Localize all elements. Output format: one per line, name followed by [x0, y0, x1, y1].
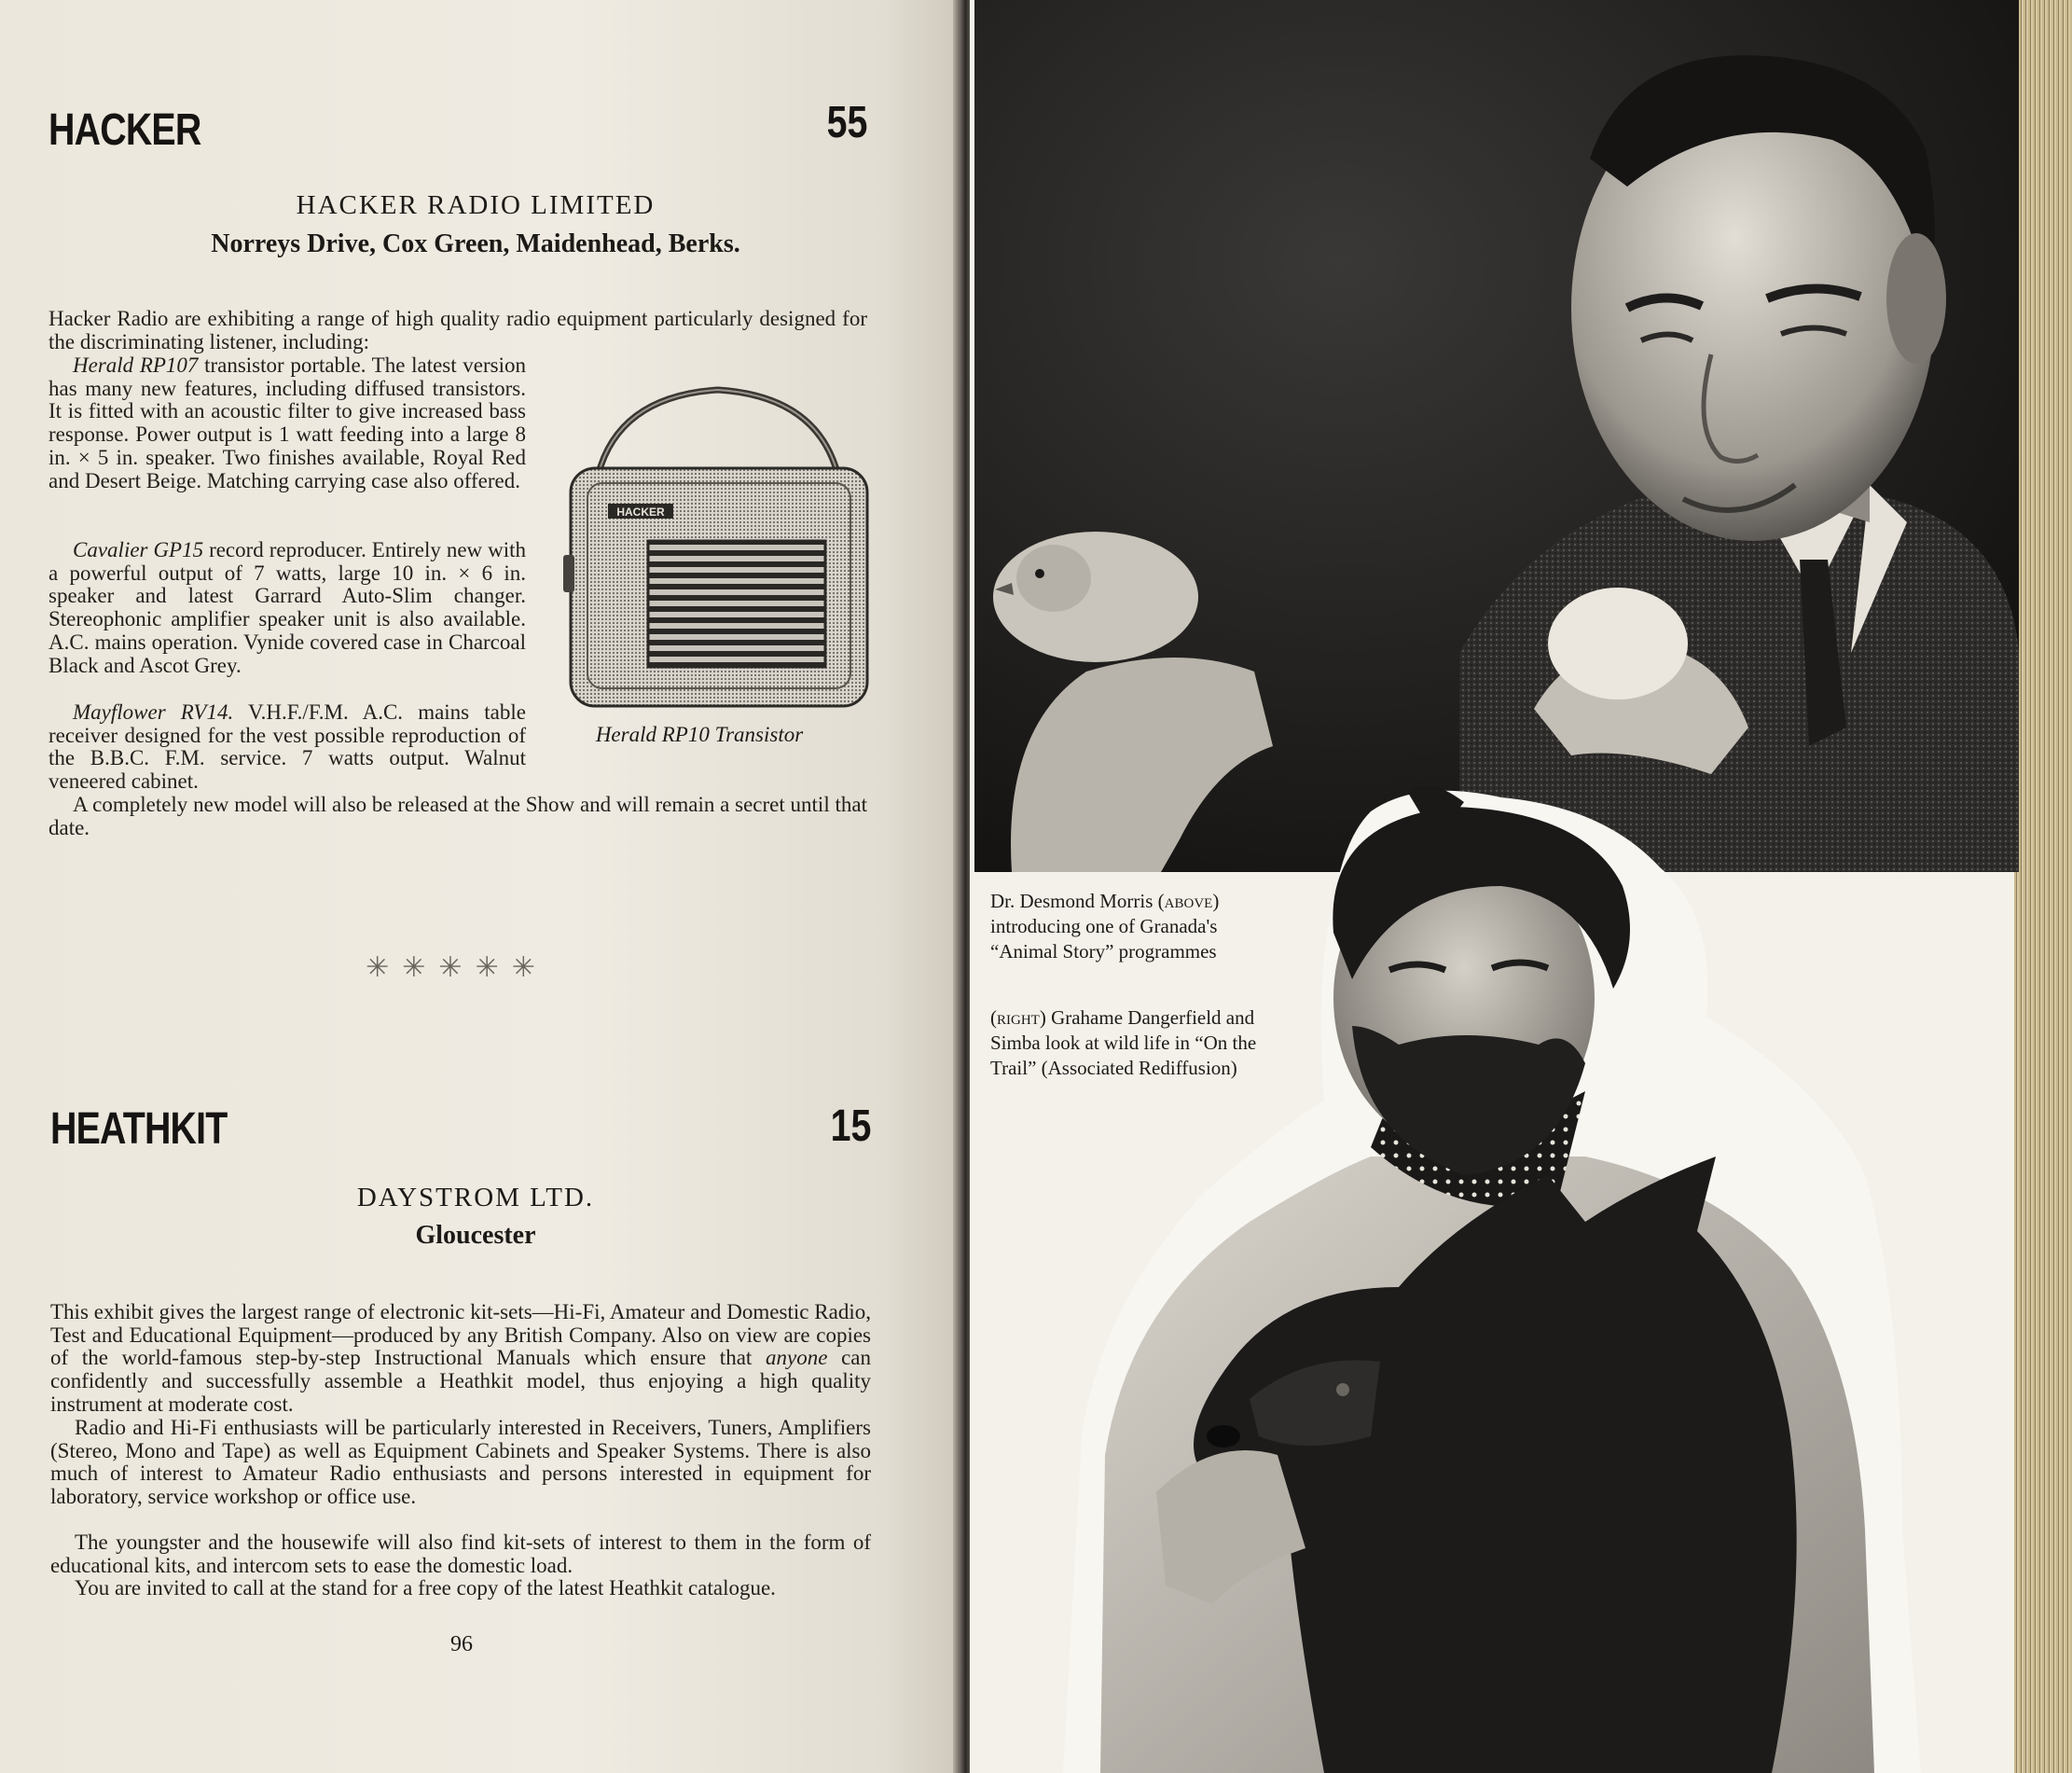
transistor-radio-illustration [559, 382, 877, 713]
hacker-cavalier-paragraph: Cavalier GP15 record reproducer. Entirely new with a powerful output of 7 watts, large 10 in. × 6 in. speaker and latest Garrard Auto-Slim changer. Stereophonic amplifier speaker unit is also available. A.C. mains operation. Vynide covered case in Charcoal Black and Ascot Grey. [48, 538, 526, 677]
hacker-intro: Hacker Radio are exhibiting a range of high quality radio equipment particularly designed for the discriminating listener, including: [48, 307, 867, 353]
hacker-company-name: HACKER RADIO LIMITED [296, 190, 656, 220]
heathkit-catalogue-paragraph: You are invited to call at the stand for a free copy of the latest Heathkit catalogue. [75, 1576, 776, 1600]
hacker-stand-number: 55 [826, 98, 867, 147]
heathkit-stand-number: 15 [830, 1101, 871, 1151]
photo-desmond-morris [974, 0, 2019, 872]
heathkit-heading: HEATHKIT [50, 1104, 228, 1154]
section-separator: ✳✳✳✳✳ [366, 952, 548, 983]
page-number: 96 [450, 1632, 473, 1656]
radio-badge-text: HACKER [616, 506, 665, 519]
mayflower-model-name: Mayflower RV14. [73, 700, 234, 724]
heathkit-youngster-paragraph: The youngster and the housewife will also find kit-sets of interest to them in the form of educational kits, and intercom sets to ease the domestic load. [50, 1531, 871, 1577]
heathkit-enthusiasts-paragraph: Radio and Hi-Fi enthusiasts will be particularly interested in Receivers, Tuners, Amplifiers (Stereo, Mono and Tape) as well as Equipment Cabinets and Speaker Systems. There is also much of interest to Amateur Radio enthusiasts and persons interested in equipment for laboratory, service workshop or office use. [50, 1416, 871, 1509]
herald-model-name: Herald RP107 [73, 353, 199, 377]
caption-above: Dr. Desmond Morris (above) introducing one of Granada's “Animal Story” programmes [990, 890, 1220, 963]
radio-caption: Herald RP10 Transistor [595, 723, 804, 746]
heathkit-company-name: DAYSTROM LTD. [356, 1183, 595, 1212]
cavalier-model-name: Cavalier GP15 [73, 538, 204, 561]
page-edges [2014, 0, 2072, 1773]
caption-right: (right) Grahame Dangerfield and Simba look at wild life in “On the Trail” (Associated Rediffusion) [990, 1006, 1257, 1079]
left-page [0, 0, 960, 1773]
heathkit-address: Gloucester [415, 1221, 536, 1250]
heathkit-intro-paragraph: This exhibit gives the largest range of electronic kit-sets—Hi-Fi, Amateur and Domestic Radio, Test and Educational Equipment—produced by any British Company. Also on view are copies of the world-famous step-by-step Instructional Manuals which ensure that anyone can confidently and successfully assemble a Heathkit model, thus enjoying a high quality instrument at moderate cost. [50, 1300, 871, 1416]
hacker-address: Norreys Drive, Cox Green, Maidenhead, Berks. [211, 229, 740, 258]
hacker-mayflower-paragraph: Mayflower RV14. V.H.F./F.M. A.C. mains table receiver designed for the vest possible reproduction of the B.B.C. F.M. service. 7 watts output. Walnut veneered cabinet. [48, 700, 526, 794]
hacker-heading: HACKER [48, 105, 201, 155]
hacker-herald-paragraph: Herald RP107 transistor portable. The latest version has many new features, including diffused transistors. It is fitted with an acoustic filter to give increased bass response. Power output is 1 watt feeding into a large 8 in. × 5 in. speaker. Two finishes available, Royal Red and Desert Beige. Matching carrying case also offered. [48, 353, 526, 492]
hacker-new-model-paragraph: A completely new model will also be released at the Show and will remain a secret until that date. [48, 793, 867, 839]
